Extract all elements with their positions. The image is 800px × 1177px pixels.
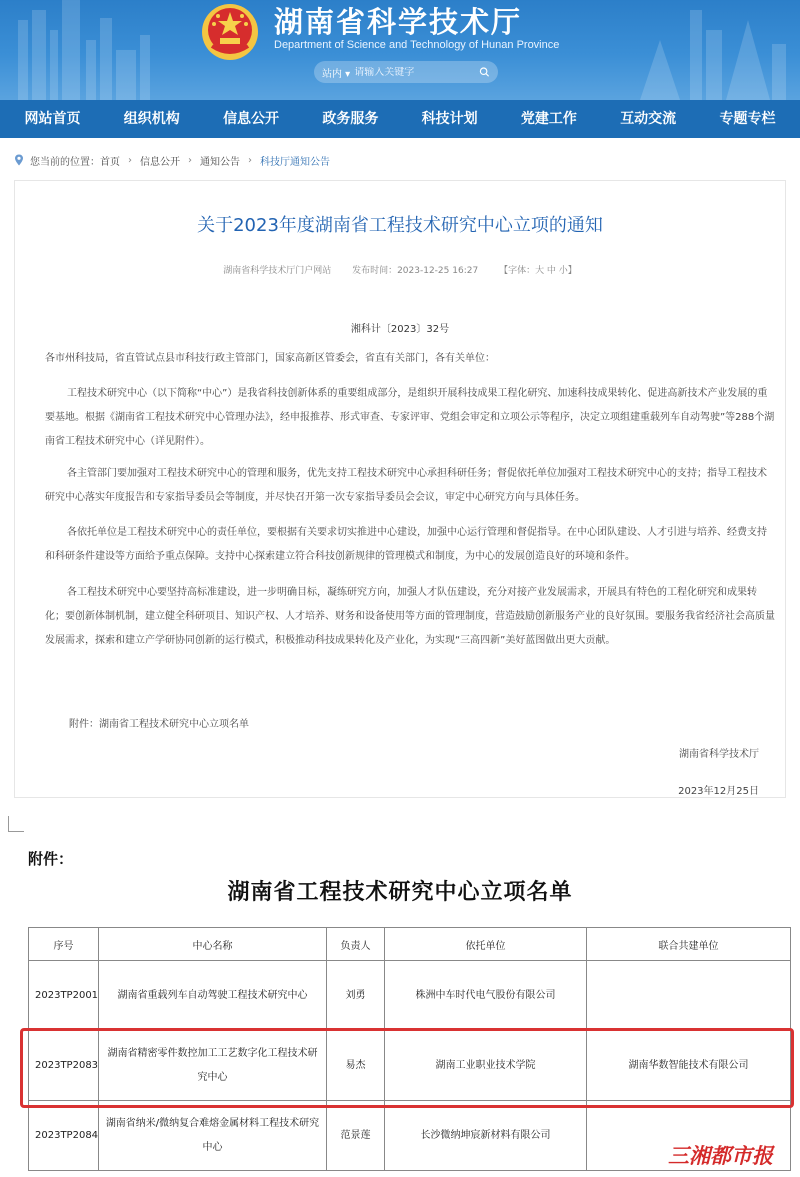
- breadcrumb-prefix: 您当前的位置：: [30, 156, 100, 168]
- nav-item-info-disclosure[interactable]: 信息公开: [223, 111, 280, 127]
- breadcrumb-home[interactable]: 首页: [100, 156, 120, 168]
- nav-item-gov-services[interactable]: 政务服务: [322, 111, 379, 127]
- article-card: [14, 180, 786, 798]
- table-row: [29, 1031, 791, 1101]
- table-cell: 刘勇: [327, 961, 385, 1031]
- table-cell: 湖南省精密零件数控加工工艺数字化工程技术研究中心: [99, 1031, 327, 1101]
- site-header: [0, 0, 800, 100]
- nav-item-organization[interactable]: 组织机构: [123, 111, 180, 127]
- nav-item-special-topics[interactable]: 专题专栏: [719, 111, 776, 127]
- paragraph: 各主管部门要加强对工程技术研究中心的管理和服务，优先支持工程技术研究中心承担科研任务；督促依托单位加强对工程技术研究中心的支持；指导工程技术研究中心落实年度报告和专家指导委员会等制度，并尽快召开第一次专家指导委员会会议，审定中心研究方向与具体任务。: [45, 468, 767, 503]
- breadcrumb-notices[interactable]: 通知公告: [200, 156, 240, 168]
- column-header: 联合共建单位: [587, 928, 791, 961]
- nav-item-sci-tech-plans[interactable]: 科技计划: [421, 111, 478, 127]
- nav-item-interaction[interactable]: 互动交流: [620, 111, 677, 127]
- font-size-switcher[interactable]: 【字体：大 中 小】: [499, 266, 577, 276]
- breadcrumb-info-disclosure[interactable]: 信息公开: [140, 156, 180, 168]
- search-scope-select[interactable]: 站内 ▾: [322, 68, 351, 80]
- table-header-row: [29, 928, 791, 961]
- document-number: 湘科计〔2023〕32号: [350, 324, 450, 335]
- signature-date: 2023年12月25日: [678, 786, 759, 797]
- column-header: 依托单位: [385, 928, 587, 961]
- chevron-right-icon: ›: [248, 154, 252, 166]
- signature: 湖南省科学技术厅: [679, 749, 759, 760]
- attachment-link[interactable]: 附件：湖南省工程技术研究中心立项名单: [69, 719, 249, 730]
- article-publish-time: 发布时间：2023-12-25 16:27: [352, 266, 479, 276]
- search-box: [314, 61, 498, 83]
- table-cell: 湖南省重载列车自动驾驶工程技术研究中心: [99, 961, 327, 1031]
- column-header: 序号: [29, 928, 99, 961]
- watermark-logo: 三湘都市报: [668, 1144, 773, 1168]
- table-cell: 长沙微纳坤宸新材料有限公司: [385, 1101, 587, 1171]
- article-title: 关于2023年度湖南省工程技术研究中心立项的通知: [197, 215, 603, 236]
- national-emblem-icon: [200, 2, 260, 62]
- nav-item-party-building[interactable]: 党建工作: [520, 111, 577, 127]
- search-input[interactable]: [354, 67, 479, 78]
- table-cell: 株洲中车时代电气股份有限公司: [385, 961, 587, 1031]
- breadcrumb-current[interactable]: 科技厅通知公告: [260, 156, 330, 168]
- table-cell: 湖南工业职业技术学院: [385, 1031, 587, 1101]
- article-source: 湖南省科学技术厅门户网站: [223, 266, 332, 276]
- list-title: 湖南省工程技术研究中心立项名单: [227, 879, 573, 905]
- table-cell: 2023TP2084: [29, 1101, 99, 1171]
- attachment-label: 附件：: [28, 850, 74, 868]
- table-cell: 湖南华数智能技术有限公司: [587, 1031, 791, 1101]
- table-row: [29, 961, 791, 1031]
- table-cell: [587, 961, 791, 1031]
- search-icon[interactable]: [479, 65, 490, 79]
- chevron-right-icon: ›: [128, 154, 132, 166]
- table-cell: 2023TP2001: [29, 961, 99, 1031]
- site-subtitle: Department of Science and Technology of Hunan Province: [274, 39, 560, 51]
- nav-item-home[interactable]: 网站首页: [24, 111, 81, 127]
- table-cell: 湖南省纳米/微纳复合难熔金属材料工程技术研究中心: [99, 1101, 327, 1171]
- salutation: 各市州科技局，省直管试点县市科技行政主管部门，国家高新区管委会，省直有关部门，各有关单位：: [45, 353, 495, 364]
- chevron-right-icon: ›: [188, 154, 192, 166]
- table-cell: 2023TP2083: [29, 1031, 99, 1101]
- paragraph: 各工程技术研究中心要坚持高标准建设，进一步明确目标，凝练研究方向，加强人才队伍建设，充分对接产业发展需求，开展具有特色的工程化研究和成果转化；要创新体制机制，建立健全科研项目、知识产权、人才培养、财务和设备使用等方面的管理制度，营造鼓励创新服务产业的良好氛围。要服务我省经济社会高质量发展需求，探索和建立产学研协同创新的运行模式，积极推动科技成果转化及产业化，为实现“三高四新”美好蓝图做出更大贡献。: [45, 587, 775, 646]
- paragraph: 工程技术研究中心（以下简称“中心”）是我省科技创新体系的重要组成部分，是组织开展科技成果工程化研究、加速科技成果转化、促进高新技术产业发展的重要基地。根据《湖南省工程技术研究中心管理办法》，经申报推荐、形式审查、专家评审、党组会审定和立项公示等程序，决定立项组建重载列车自动驾驶”等288个湖南省工程技术研究中心（详见附件）。: [45, 388, 775, 447]
- table-cell: 范景莲: [327, 1101, 385, 1171]
- breadcrumb: [14, 152, 330, 168]
- column-header: 负责人: [327, 928, 385, 961]
- column-header: 中心名称: [99, 928, 327, 961]
- table-cell: 易杰: [327, 1031, 385, 1101]
- approval-table: [28, 927, 791, 1171]
- location-pin-icon: [14, 154, 24, 166]
- main-nav: [0, 100, 800, 138]
- crop-mark: [8, 816, 24, 832]
- site-title: 湖南省科学技术厅: [274, 5, 523, 39]
- article-meta: [15, 263, 785, 276]
- paragraph: 各依托单位是工程技术研究中心的责任单位，要根据有关要求切实推进中心建设，加强中心运行管理和督促指导。在中心团队建设、人才引进与培养、经费支持和科研条件建设等方面给予重点保障。支持中心探索建立符合科技创新规律的管理模式和制度，为中心的发展创造良好的环境和条件。: [45, 527, 767, 562]
